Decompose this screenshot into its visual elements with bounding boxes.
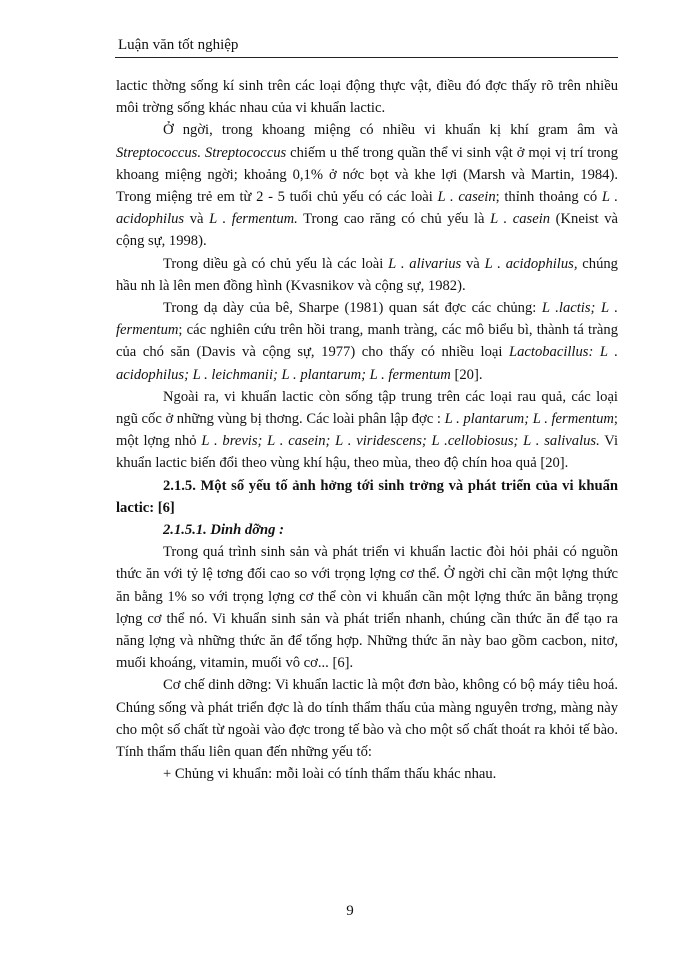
text-run: Ở ngời, trong khoang miệng có nhiều vi khuẩn kị khí gram âm và xyxy=(163,122,618,139)
list-item-strain xyxy=(116,763,618,785)
page-number: 9 xyxy=(346,903,354,919)
paragraph-host-range xyxy=(116,75,618,119)
italic-term: L . acidophilus, xyxy=(484,255,578,272)
text-run: Cơ chế dinh dỡng: Vi khuẩn lactic là một đơn bào, không có bộ máy tiêu hoá. Chúng sống và phát triển đợc là do tính thẩm thấu của màng nguyên trơng, màng này cho một số chất từ ngoài vào đợc trong tế bào và cho một số chất thoát ra khỏi tế bào. Tính thẩm thấu liên quan đến những yếu tố: xyxy=(116,677,618,761)
bold-text: 2.1.5. Một số yếu tố ảnh hởng tới sinh trởng và phát triển của vi khuẩn lactic: xyxy=(116,477,618,516)
italic-term: L . fermentum. xyxy=(209,211,298,228)
section-heading-2-1-5 xyxy=(116,475,618,519)
italic-term: L . acidophilus xyxy=(116,189,618,228)
italic-term: L .lactis; L . fermentum xyxy=(116,300,618,339)
text-run: ; thỉnh thoảng có xyxy=(495,189,602,206)
paragraph-nutrition-mechanism xyxy=(116,674,618,763)
text-run: Trong diều gà có chủ yếu là các loài xyxy=(163,255,389,272)
text-run: chiếm u thế trong quần thể vi sinh vật ở mọi vị trí trong khoang miệng ngời; khoảng 0,1% ở nớc bọt và khe lợi (Marsh và Martin, 1984). Trong miệng trẻ em từ 2 - 5 tuổi chủ yếu có các loài xyxy=(116,144,619,206)
text-run: chúng hầu nh là lên men đồng hình (Kvasnikov và cộng sự, 1982). xyxy=(116,255,618,294)
italic-term: L . plantarum; L . fermentum xyxy=(444,411,614,428)
running-header-title: Luận văn tốt nghiệp xyxy=(118,37,239,53)
text-run: [6] xyxy=(154,499,175,516)
text-run: Trong quá trình sinh sản và phát triển vi khuẩn lactic đòi hỏi phải có nguồn thức ăn với tỷ lệ tơng đối cao so với trọng lợng cơ thể. Ở ngời chỉ cần một lợng thức ăn bằng 1% so với trọng lợng cơ thể còn vi khuẩn cần một lợng thức ăn bằng trọng lợng cơ thể nó. Vi khuẩn sinh sản và phát triển nhanh, chúng cần thức ăn để tạo ra năng lợng và những thức ăn để tổng hợp. Những thức ăn này bao gồm cacbon, nitơ, muối khoáng, vitamin, muối vô cơ... [6]. xyxy=(116,544,618,672)
text-run: Ngoài ra, vi khuẩn lactic còn sống tập trung trên các loại rau quả, các loại ngũ cốc ở những vùng bị thơng. Các loài phân lập đợc : xyxy=(116,388,618,428)
text-run: 2.1.5.1. Dinh dỡng : xyxy=(163,522,284,539)
italic-term: Lactobacillus: L . acidophilus; L . leichmanii; L . plantarum; L . fermentum xyxy=(116,344,618,383)
text-run: Trong cao răng có chủ yếu là xyxy=(297,211,491,228)
text-run: ; các nghiên cứu trên hồi trang, manh tràng, các mô biểu bì, thành tá tràng của chó săn (Davis và cộng sự, 1977) cho thấy có nhiều loại xyxy=(116,322,618,361)
text-run: + Chủng vi khuẩn: mỗi loài có tính thẩm thấu khác nhau. xyxy=(163,766,497,783)
italic-term: Streptococcus. Streptococcus xyxy=(116,144,287,161)
text-run: và xyxy=(461,255,485,272)
text-run: ; một lợng nhỏ xyxy=(116,411,618,450)
paragraph-human-mouth xyxy=(116,119,618,252)
body-text xyxy=(116,75,618,786)
paragraph-chicken-crop xyxy=(116,253,618,297)
text-run: Vi khuẩn lactic biến đổi theo vùng khí hậu, theo mùa, theo độ chín hoa quả [20]. xyxy=(116,433,619,472)
text-run: Trong dạ dày của bê, Sharpe (1981) quan sát đợc các chủng: xyxy=(163,300,542,317)
header-divider xyxy=(115,57,618,58)
text-run: và xyxy=(184,211,210,228)
text-run: [20]. xyxy=(450,366,483,383)
italic-term: L . casein xyxy=(490,211,551,228)
italic-term: L . alivarius xyxy=(388,255,462,272)
text-run: lactic thờng sống kí sinh trên các loại động thực vật, điều đó đợc thấy rõ trên nhiều môi trờng sống khác nhau của vi khuẩn lactic. xyxy=(116,78,618,117)
subsection-heading-2-1-5-1 xyxy=(116,519,618,541)
text-run: (Kneist và cộng sự, 1998). xyxy=(116,211,618,250)
paragraph-calf-stomach xyxy=(116,297,618,386)
italic-term: L . brevis; L . casein; L . viridescens; L .cellobiosus; L . salivalus. xyxy=(201,433,600,450)
paragraph-vegetables-grains xyxy=(116,386,618,475)
paragraph-nutrition-needs xyxy=(116,541,618,674)
italic-term: L . casein xyxy=(437,189,496,206)
